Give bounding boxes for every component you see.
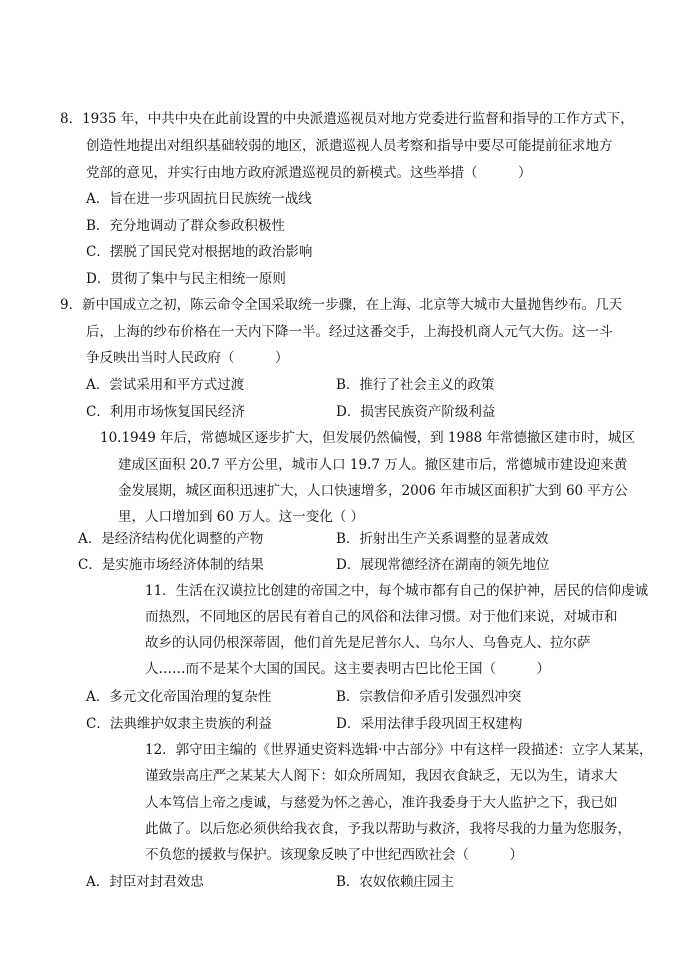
question-8-stem-line-2: 创造性地提出对组织基础较弱的地区，派遣巡视人员考察和指导中要尽可能提前征求地方 — [86, 138, 613, 154]
question-10-stem-line-1: 10.1949 年后，常德城区逐步扩大，但发展仍然偏慢，到 1988 年常德撤区建市时，城区 — [100, 430, 636, 446]
question-8-stem-line-1: 8．1935 年，中共中央在此前设置的中央派遣巡视员对地方党委进行监督和指导的工作方式下， — [60, 111, 634, 127]
question-9-option-b: B．推行了社会主义的政策 — [336, 377, 495, 393]
question-11-option-c: C．法典维护奴隶主贵族的利益 — [86, 716, 272, 732]
question-12-option-a: A．封臣对封君效忠 — [86, 874, 204, 890]
question-12-stem-line-1: 12．郭守田主编的《世界通史资料选辑·中古部分》中有这样一段描述：立字人某某， — [145, 742, 653, 758]
question-8-option-a: A．旨在进一步巩固抗日民族统一战线 — [86, 191, 312, 207]
question-9-option-d: D．损害民族资产阶级利益 — [336, 404, 496, 420]
question-12-option-b: B．农奴依赖庄园主 — [336, 874, 454, 890]
question-11-option-b: B．宗教信仰矛盾引发强烈冲突 — [336, 689, 522, 705]
question-11-stem-line-2: 而热烈，不同地区的居民有着自己的风俗和法律习惯。对于他们来说，对城市和 — [145, 609, 618, 625]
question-8-option-b: B．充分地调动了群众参政积极性 — [86, 218, 285, 234]
question-10-option-a: A．是经济结构优化调整的产物 — [78, 531, 264, 547]
question-9-option-c: C．利用市场恢复国民经济 — [86, 404, 245, 420]
question-11-option-d: D．采用法律手段巩固王权建构 — [336, 716, 523, 732]
question-11-stem-line-3: 故乡的认同仍根深蒂固，他们首先是尼普尔人、乌尔人、乌鲁克人、拉尔萨 — [145, 635, 591, 651]
question-12-stem-line-4: 此做了。以后您必须供给我衣食，予我以帮助与救济，我将尽我的力量为您服务， — [145, 821, 631, 837]
question-9-option-a: A．尝试采用和平方式过渡 — [86, 377, 245, 393]
question-12-stem-line-2: 谨致崇高庄严之某某大人阁下：如众所周知，我因衣食缺乏，无以为生，请求大 — [145, 768, 618, 784]
question-8-stem-line-3: 党部的意见，并实行由地方政府派遣巡视员的新模式。这些举措（ ） — [86, 165, 532, 181]
question-10-stem-line-2: 建成区面积 20.7 平方公里，城市人口 19.7 万人。撤区建市后，常德城市建设迎来黄 — [118, 457, 628, 473]
question-11-option-a: A．多元文化帝国治理的复杂性 — [86, 689, 272, 705]
question-10-stem-line-3: 金发展期，城区面积迅速扩大，人口快速增多，2006 年市城区面积扩大到 60 平方公 — [118, 483, 628, 499]
question-11-stem-line-4: 人……而不是某个大国的国民。这主要表明古巴比伦王国（ ） — [145, 661, 550, 677]
question-9-stem-line-1: 9．新中国成立之初，陈云命令全国采取统一步骤，在上海、北京等大城市大量抛售纱布。几天 — [60, 297, 623, 313]
question-9-stem-line-3: 争反映出当时人民政府（ ） — [86, 350, 289, 366]
question-8-option-c: C．摆脱了国民党对根据地的政治影响 — [86, 244, 313, 260]
question-11-stem-line-1: 11．生活在汉谟拉比创建的帝国之中，每个城市都有自己的保护神，居民的信仰虔诚 — [145, 583, 649, 599]
question-12-stem-line-3: 人本笃信上帝之虔诚，与慈爱为怀之善心，准许我委身于大人监护之下，我已如 — [145, 795, 618, 811]
question-10-option-b: B．折射出生产关系调整的显著成效 — [336, 531, 549, 547]
question-9-stem-line-2: 后，上海的纱布价格在一天内下降一半。经过这番交手，上海投机商人元气大伤。这一斗 — [86, 324, 613, 340]
question-10-option-d: D．展现常德经济在湖南的领先地位 — [336, 557, 550, 573]
question-10-stem-line-4: 里，人口增加到 60 万人。这一变化（ ） — [118, 509, 365, 525]
question-12-stem-line-5: 不负您的援救与保护。该现象反映了中世纪西欧社会（ ） — [145, 847, 523, 863]
question-8-option-d: D．贯彻了集中与民主相统一原则 — [86, 271, 286, 287]
question-10-option-c: C．是实施市场经济体制的结果 — [78, 557, 264, 573]
